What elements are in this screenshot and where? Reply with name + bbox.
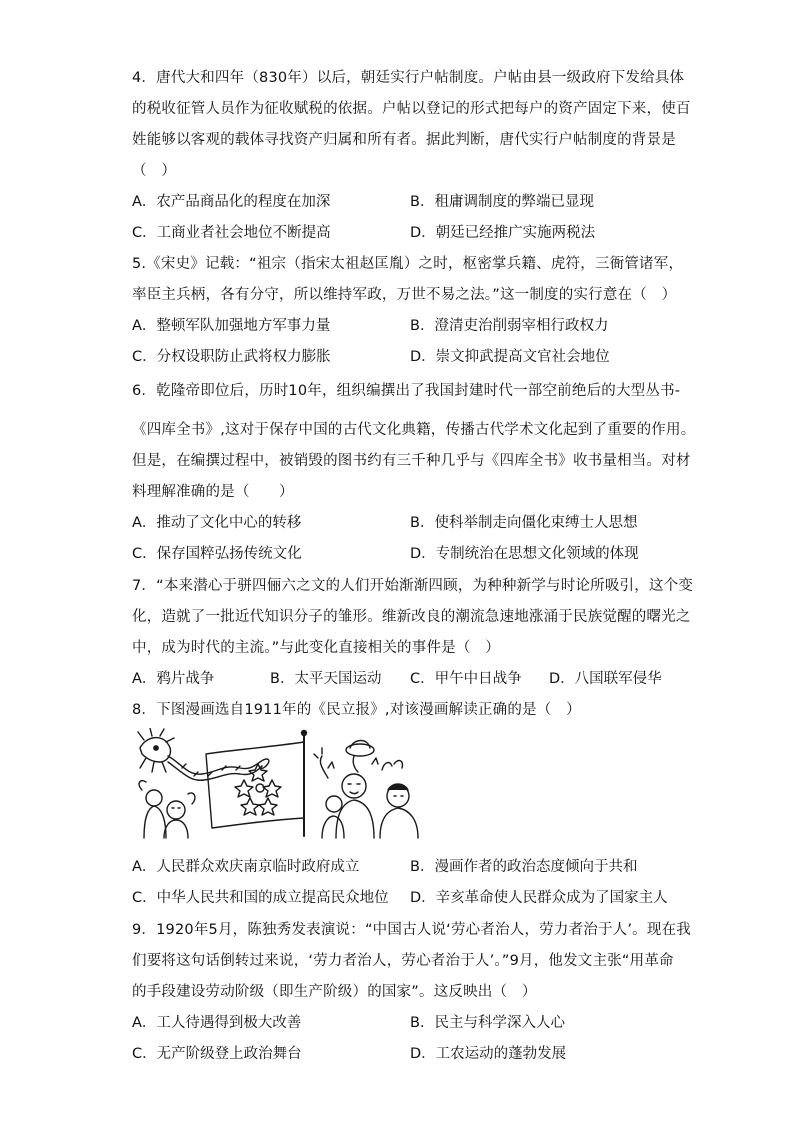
crowd-right: [314, 741, 418, 839]
q8-options-row-1: [132, 857, 692, 877]
q4-option-a[interactable]: A．农产品商品化的程度在加深: [132, 194, 331, 210]
q6-options-row-1: [132, 513, 692, 533]
q8-option-a[interactable]: A．人民群众欢庆南京临时政府成立: [132, 859, 360, 875]
q9-options-row-1: [132, 1013, 692, 1033]
q9-stem-line: 们要将这句话倒转过来说，‘劳力者治人，劳心者治于人’。”9月，他发文主张“用革命: [132, 953, 674, 969]
q5-option-b[interactable]: B．澄清吏治削弱宰相行政权力: [410, 318, 609, 334]
q5-stem-line: 率臣主兵柄，各有分守，所以维持军政，万世不易之法。”这一制度的实行意在（ ）: [132, 287, 677, 303]
q9-option-c[interactable]: C．无产阶级登上政治舞台: [132, 1046, 302, 1062]
q4-options-row-1: [132, 192, 692, 212]
q6-stem-line: 6．乾隆帝即位后，历时10年，组织编撰出了我国封建时代一部空前绝后的大型丛书-: [132, 383, 681, 399]
q5-options-row-2: [132, 347, 692, 367]
q7-stem-line: 中，成为时代的主流。”与此变化直接相关的事件是（ ）: [132, 640, 500, 656]
q4-options-row-2: [132, 223, 692, 243]
q5-option-c[interactable]: C．分权设职防止武将权力膨胀: [132, 349, 331, 365]
q6-stem-line: 但是，在编撰过程中，被销毁的图书约有三千种几乎与《四库全书》收书量相当。对材: [132, 453, 691, 469]
q9-option-a[interactable]: A．工人待遇得到极大改善: [132, 1015, 302, 1031]
q8-option-b[interactable]: B．漫画作者的政治态度倾向于共和: [410, 859, 638, 875]
dragon-icon: [138, 728, 269, 780]
q6-option-c[interactable]: C．保存国粹弘扬传统文化: [132, 546, 302, 562]
q5-option-a[interactable]: A．整顿军队加强地方军事力量: [132, 318, 331, 334]
q7-option-d[interactable]: D．八国联军侵华: [549, 671, 662, 687]
q6-stem-line: 《四库全书》,这对于保存中国的古代文化典籍，传播古代学术文化起到了重要的作用。: [132, 422, 696, 438]
q6-stem-line: 料理解准确的是（ ）: [132, 484, 294, 500]
q7-stem-line: 化，造就了一批近代知识分子的雏形。维新改良的潮流急速地涨涌于民族觉醒的曙光之: [132, 609, 691, 625]
q8-option-c[interactable]: C．中华人民共和国的成立提高民众地位: [132, 890, 389, 906]
q8-option-d[interactable]: D．辛亥革命使人民群众成为了国家主人: [410, 890, 668, 906]
q4-stem-line: 4．唐代大和四年（830年）以后，朝廷实行户帖制度。户帖由县一级政府下发给具体: [132, 70, 685, 86]
q4-stem-line: 姓能够以客观的载体寻找资产归属和所有者。据此判断，唐代实行户帖制度的背景是: [132, 132, 676, 148]
q4-option-c[interactable]: C．工商业者社会地位不断提高: [132, 225, 331, 241]
q9-option-d[interactable]: D．工农运动的蓬勃发展: [410, 1046, 567, 1062]
flag-icon: [206, 742, 304, 828]
crowd-left: [139, 781, 195, 838]
q8-options-row-2: [132, 888, 692, 908]
q6-option-d[interactable]: D．专制统治在思想文化领域的体现: [410, 546, 639, 562]
q5-options-row-1: [132, 316, 692, 336]
q4-stem-line: （ ）: [132, 163, 177, 179]
q4-stem-line: 的税收征管人员作为征收赋税的依据。户帖以登记的形式把每户的资产固定下来，使百: [132, 101, 691, 117]
q4-option-b[interactable]: B．租庸调制度的弊端已显现: [410, 194, 594, 210]
q6-options-row-2: [132, 544, 692, 564]
q7-options-row: [132, 669, 692, 689]
q5-option-d[interactable]: D．崇文抑武提高文官社会地位: [410, 349, 610, 365]
q9-stem-line: 的手段建设劳动阶级（即生产阶级）的国家”。这反映出（ ）: [132, 984, 537, 1000]
q6-option-a[interactable]: A．推动了文化中心的转移: [132, 515, 302, 531]
q9-options-row-2: [132, 1044, 692, 1064]
q9-stem-line: 9．1920年5月，陈独秀发表演说：“中国古人说‘劳心者治人，劳力者治于人’。现在我: [132, 922, 691, 938]
cartoon-illustration: [132, 728, 424, 840]
q6-option-b[interactable]: B．使科举制走向僵化束缚士人思想: [410, 515, 638, 531]
q5-stem-line: 5.《宋史》记载：“祖宗（指宋太祖赵匡胤）之时，枢密掌兵籍、虎符，三衙管诸军，: [132, 256, 684, 272]
q7-option-a[interactable]: A．鸦片战争: [132, 671, 215, 687]
q7-option-c[interactable]: C．甲午中日战争: [410, 671, 522, 687]
q9-option-b[interactable]: B．民主与科学深入人心: [410, 1015, 565, 1031]
q7-stem-line: 7．“本来潜心于骈四俪六之文的人们开始渐渐四顾，为种种新学与时论所吸引，这个变: [132, 578, 694, 594]
q7-option-b[interactable]: B．太平天国运动: [270, 671, 382, 687]
q8-stem-line: 8．下图漫画选自1911年的《民立报》,对该漫画解读正确的是（ ）: [132, 702, 581, 718]
q4-option-d[interactable]: D．朝廷已经推广实施两税法: [410, 225, 596, 241]
